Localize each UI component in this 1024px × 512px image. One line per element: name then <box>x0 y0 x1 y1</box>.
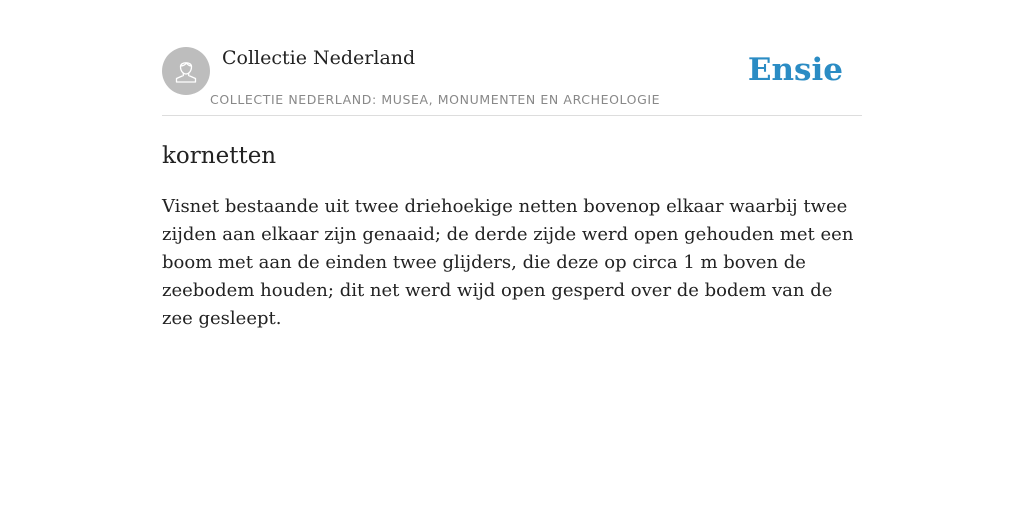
entry-card <box>162 46 862 333</box>
user-silhouette-icon <box>171 56 201 86</box>
ensie-logo[interactable]: Ensie <box>747 52 843 88</box>
source-label[interactable]: COLLECTIE NEDERLAND: MUSEA, MONUMENTEN EN ARCHEOLOGIE <box>210 92 661 107</box>
avatar[interactable] <box>162 47 210 95</box>
author-name[interactable]: Collectie Nederland <box>222 47 416 69</box>
entry-header <box>162 46 862 116</box>
entry-term: kornetten <box>162 143 277 169</box>
entry-definition: Visnet bestaande uit twee driehoekige netten bovenop elkaar waarbij twee zijden aan elkaar zijn genaaid; de derde zijde werd open gehouden met een boom met aan de einden twee glijders, die deze op circa 1 m boven de zeebodem houden; dit net werd wijd open gesperd over de bodem van de zee gesleept. <box>162 196 854 329</box>
